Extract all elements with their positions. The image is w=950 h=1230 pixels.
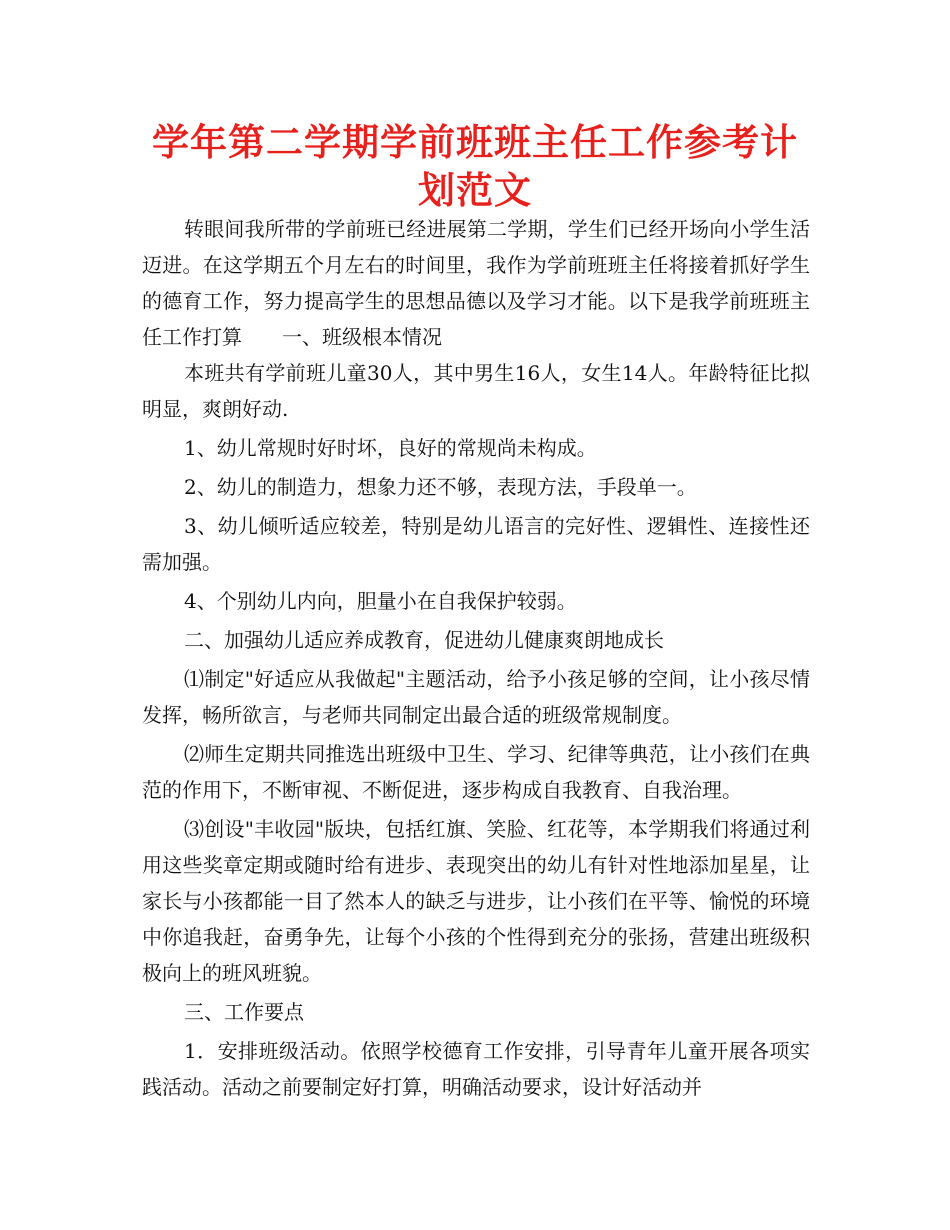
paragraph-point-2: ⑵师生定期共同推选出班级中卫生、学习、纪律等典范，让小孩们在典范的作用下，不断审视、不断促进，逐步构成自我教育、自我治理。: [142, 742, 810, 802]
paragraph-point-1: ⑴制定"好适应从我做起"主题活动，给予小孩足够的空间，让小孩尽情发挥，畅所欲言，与老师共同制定出最合适的班级常规制度。: [142, 667, 810, 727]
section-heading-2: 二、加强幼儿适应养成教育，促进幼儿健康爽朗地成长: [184, 628, 664, 652]
paragraph-item-2: 2、幼儿的制造力，想象力还不够，表现方法，手段单一。: [184, 475, 697, 499]
document-body: [142, 211, 810, 1105]
paragraph-item-4: 4、个别幼儿内向，胆量小在自我保护较弱。: [184, 589, 577, 613]
paragraph-class-info: 本班共有学前班儿童30人，其中男生16人，女生14人。年龄特征比拟明显，爽朗好动.: [142, 361, 810, 421]
paragraph-point-3: ⑶创设"丰收园"版块，包括红旗、笑脸、红花等，本学期我们将通过利用这些奖章定期或随时给有进步、表现突出的幼儿有针对性地添加星星，让家长与小孩都能一目了然本人的缺乏与进步，让小孩们在平等、愉悦的环境中你追我赶，奋勇争先，让每个小孩的个性得到充分的张扬，营建出班级积极向上的班风班貌。: [142, 817, 810, 985]
paragraph-item-3: 3、幼儿倾听适应较差，特别是幼儿语言的完好性、逻辑性、连接性还需加强。: [142, 514, 810, 574]
section-heading-3: 三、工作要点: [184, 1000, 304, 1024]
paragraph-item-1: 1、幼儿常规时好时坏，良好的常规尚未构成。: [184, 436, 597, 460]
document-title: 学年第二学期学前班班主任工作参考计划范文: [152, 120, 798, 212]
paragraph-work-1: 1．安排班级活动。依照学校德育工作安排，引导青年儿童开展各项实践活动。活动之前要制定好打算，明确活动要求，设计好活动并: [142, 1039, 810, 1099]
paragraph-intro: 转眼间我所带的学前班已经进展第二学期，学生们已经开场向小学生活迈进。在这学期五个月左右的时间里，我作为学前班班主任将接着抓好学生的德育工作，努力提高学生的思想品德以及学习才能。以下是我学前班班主任工作打算 一、班级根本情况: [142, 217, 810, 349]
